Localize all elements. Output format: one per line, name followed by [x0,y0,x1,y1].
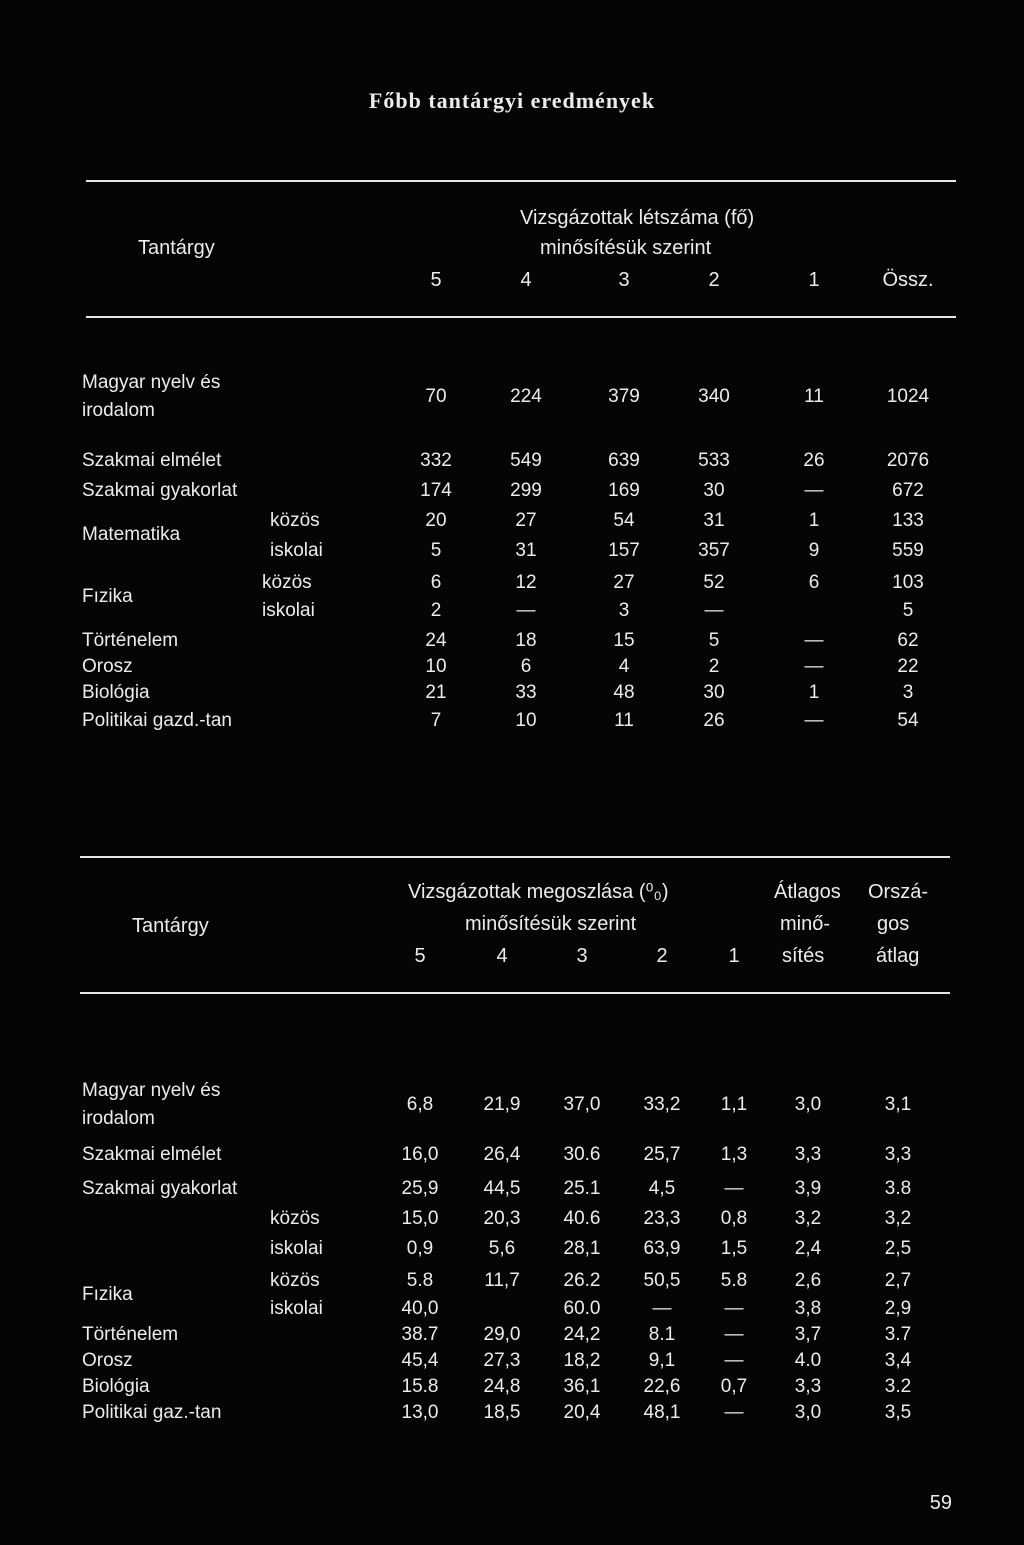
table-cell: 26,4 [483,1144,521,1165]
table-cell: 3,5 [884,1402,912,1423]
table-cell: 16,0 [401,1144,439,1165]
table2-top-rule [80,856,950,858]
table-cell: 62 [897,630,919,651]
table2-header-average-3: sítés [782,945,825,967]
table-cell: 27 [613,572,635,593]
table2-header-national-2: gos [877,913,910,935]
table-cell: 2,6 [794,1270,822,1291]
table-cell: 3,9 [794,1178,822,1199]
table-cell: — [804,630,824,651]
table-cell: 21 [425,682,447,703]
table-cell: 54 [613,510,635,531]
table-cell: 1 [808,682,820,703]
table-cell: 332 [420,450,452,471]
table-cell: 24 [425,630,447,651]
table-cell: 1,1 [720,1094,748,1115]
table-cell: 3,0 [794,1094,822,1115]
table-cell: 12 [515,572,537,593]
table-cell: 29,0 [483,1324,521,1345]
table-cell: 3.2 [884,1376,912,1397]
table-cell: — [724,1178,744,1199]
row-label: Politikai gaz.-tan [82,1402,222,1423]
table2-header-line1: Vizsgázottak megoszlása (⁰₀) [408,881,669,903]
row-label: Magyar nyelv és [82,1080,221,1101]
table-cell: 533 [698,450,730,471]
table2-col-header: 3 [576,945,588,967]
table-cell: 23,3 [643,1208,681,1229]
table-cell: 2 [430,600,442,621]
table-cell: 9,1 [648,1350,676,1371]
table-cell: 9 [808,540,820,561]
row-label: Fızika [82,586,133,607]
table-cell: 169 [608,480,640,501]
row-label: Politikai gazd.-tan [82,710,232,731]
table1-col-header: 5 [430,269,442,291]
table-cell: 27 [515,510,537,531]
table-cell: 18,2 [563,1350,601,1371]
table-cell: 48 [613,682,635,703]
table-cell: 3.8 [884,1178,912,1199]
table-cell: 3,0 [794,1402,822,1423]
table2-header-national-1: Orszá- [868,881,928,903]
table-cell: 48,1 [643,1402,681,1423]
table-cell: 2076 [886,450,930,471]
table-cell: — [724,1350,744,1371]
row-label: Biológia [82,1376,150,1397]
table-cell: 36,1 [563,1376,601,1397]
table-cell: 24,2 [563,1324,601,1345]
table-cell: 11 [804,386,824,407]
table-cell: 15,0 [401,1208,439,1229]
table-cell: 37,0 [563,1094,601,1115]
table1-col-header: 4 [520,269,532,291]
table-cell: 224 [510,386,542,407]
table-cell: — [804,710,824,731]
table2-header-line2: minősítésük szerint [465,913,637,935]
table1-header-line2: minősítésük szerint [540,237,712,259]
table-cell: 20 [425,510,447,531]
table-cell: 3 [902,682,914,703]
table-cell: 24,8 [483,1376,521,1397]
table-cell: 10 [515,710,537,731]
table-cell: 174 [420,480,452,501]
table-cell: 5 [708,630,720,651]
table-cell: 2,7 [884,1270,912,1291]
row-sublabel: iskolai [270,1298,323,1319]
table-cell: 559 [892,540,924,561]
table-cell: 6 [808,572,820,593]
table-cell: 15 [613,630,635,651]
row-sublabel: közös [262,572,312,593]
row-label: Szakmai gyakorlat [82,480,238,501]
table-cell: — [724,1324,744,1345]
table-cell: 11,7 [484,1270,520,1291]
table-cell: 31 [515,540,537,561]
table-cell: 30.6 [563,1144,601,1165]
table-cell: 20,4 [563,1402,601,1423]
table-cell: 340 [698,386,730,407]
table-cell: 3 [618,600,630,621]
table-cell: 25,7 [643,1144,681,1165]
table2-header-subject: Tantárgy [132,915,209,937]
table-cell: 22,6 [643,1376,681,1397]
table-cell: 5 [430,540,442,561]
table2-header-national-3: átlag [876,945,920,967]
table-cell: 33 [515,682,537,703]
table-cell: 30 [703,480,725,501]
table-cell: 38.7 [401,1324,439,1345]
table2-header-rule [80,992,950,994]
table-cell: 4 [618,656,630,677]
table-cell: 50,5 [643,1270,681,1291]
table1-header-rule [86,316,956,318]
row-label: Történelem [82,1324,179,1345]
table-cell: 3,3 [794,1376,822,1397]
table-cell: 3,4 [884,1350,912,1371]
table-cell: 3,8 [794,1298,822,1319]
table-cell: 3,1 [884,1094,912,1115]
table2-col-header: 1 [728,945,740,967]
table-cell: 0,7 [720,1376,748,1397]
row-sublabel: iskolai [270,1238,323,1259]
table-cell: 28,1 [563,1238,601,1259]
row-label: Orosz [82,1350,133,1371]
table-cell: 13,0 [401,1402,439,1423]
table-cell: 70 [425,386,447,407]
table-cell: 5.8 [720,1270,748,1291]
page-number: 59 [929,1492,952,1514]
row-label-continued: irodalom [82,400,155,421]
table-cell: 2 [708,656,720,677]
table-cell: 15.8 [401,1376,439,1397]
table-cell: 133 [892,510,924,531]
table-cell: 299 [510,480,542,501]
table-cell: 5.8 [406,1270,434,1291]
table-cell: 6 [520,656,532,677]
table-cell: 25,9 [401,1178,439,1199]
table-cell: 25.1 [563,1178,601,1199]
table-cell: 21,9 [483,1094,521,1115]
table-cell: — [704,600,724,621]
page-title: Főbb tantárgyi eredmények [368,88,656,113]
table-cell: — [804,656,824,677]
table-cell: 30 [703,682,725,703]
table-cell: 26 [703,710,725,731]
table-cell: 357 [698,540,730,561]
table-cell: 6,8 [406,1094,434,1115]
table-cell: 54 [897,710,919,731]
table-cell: 26 [803,450,825,471]
table1-header-subject: Tantárgy [138,237,215,259]
table-cell: 3,3 [884,1144,912,1165]
row-label: Szakmai gyakorlat [82,1178,238,1199]
table-cell: 1024 [886,386,930,407]
table1-col-header: 2 [708,269,720,291]
table-cell: 40,0 [401,1298,439,1319]
table-cell: 3,2 [884,1208,912,1229]
table-cell: 0,8 [720,1208,748,1229]
table-cell: — [652,1298,672,1319]
row-label: Orosz [82,656,133,677]
table2-header-average-1: Átlagos [774,881,841,903]
row-label: Szakmai elmélet [82,1144,222,1165]
table-cell: — [804,480,824,501]
table-cell: 20,3 [483,1208,521,1229]
table-cell: 1,5 [720,1238,748,1259]
table-cell: 8.1 [648,1324,676,1345]
table-cell: 2,5 [884,1238,912,1259]
row-sublabel: közös [270,1270,320,1291]
table1-col-header: Össz. [882,269,934,291]
table-cell: 44,5 [483,1178,521,1199]
table-cell: 45,4 [401,1350,439,1371]
table-cell: 3.7 [884,1324,912,1345]
row-sublabel: iskolai [270,540,323,561]
row-label-continued: irodalom [82,1108,155,1129]
table2-col-header: 4 [496,945,508,967]
table-cell: — [724,1402,744,1423]
table-cell: 26.2 [563,1270,601,1291]
row-sublabel: iskolai [262,600,315,621]
row-label: Szakmai elmélet [82,450,222,471]
table-cell: 27,3 [483,1350,521,1371]
table-cell: 3,3 [794,1144,822,1165]
row-sublabel: közös [270,510,320,531]
table-cell: 4.0 [794,1350,822,1371]
table1-col-header: 1 [808,269,820,291]
row-label: Matematika [82,524,181,545]
table1-top-rule [86,180,956,182]
table-cell: — [516,600,536,621]
table-cell: 549 [510,450,542,471]
table1-header-line1: Vizsgázottak létszáma (fő) [520,207,755,229]
table-cell: 639 [608,450,640,471]
row-label: Biológia [82,682,150,703]
table-cell: 22 [897,656,919,677]
table-cell: 5 [902,600,914,621]
row-label: Történelem [82,630,179,651]
table-cell: 103 [892,572,924,593]
table-cell: 3,7 [794,1324,822,1345]
table-cell: 379 [608,386,640,407]
table-cell: 0,9 [406,1238,434,1259]
table-cell: 31 [703,510,725,531]
table-cell: 10 [425,656,447,677]
table-cell: 2,9 [884,1298,912,1319]
table-cell: 157 [608,540,640,561]
table-cell: 40.6 [563,1208,601,1229]
table-cell: 1 [808,510,820,531]
table1-col-header: 3 [618,269,630,291]
table-cell: 60.0 [563,1298,601,1319]
table-cell: 5,6 [488,1238,516,1259]
table-cell: 4,5 [648,1178,676,1199]
row-sublabel: közös [270,1208,320,1229]
table-cell: 6 [430,572,442,593]
table2-col-header: 5 [414,945,426,967]
table-cell: 33,2 [643,1094,681,1115]
table-cell: 52 [703,572,725,593]
table-cell: 63,9 [643,1238,681,1259]
table-cell: 1,3 [720,1144,748,1165]
table-cell: 2,4 [794,1238,822,1259]
table-cell: 11 [614,710,634,731]
row-label: Magyar nyelv és [82,372,221,393]
table-cell: 18 [515,630,537,651]
table-cell: 672 [892,480,924,501]
table-cell: 18,5 [483,1402,521,1423]
table2-header-average-2: minő- [780,913,831,935]
table-cell: 3,2 [794,1208,822,1229]
table-cell: — [724,1298,744,1319]
table-cell: 7 [430,710,442,731]
table2-col-header: 2 [656,945,668,967]
row-label: Fızika [82,1284,133,1305]
